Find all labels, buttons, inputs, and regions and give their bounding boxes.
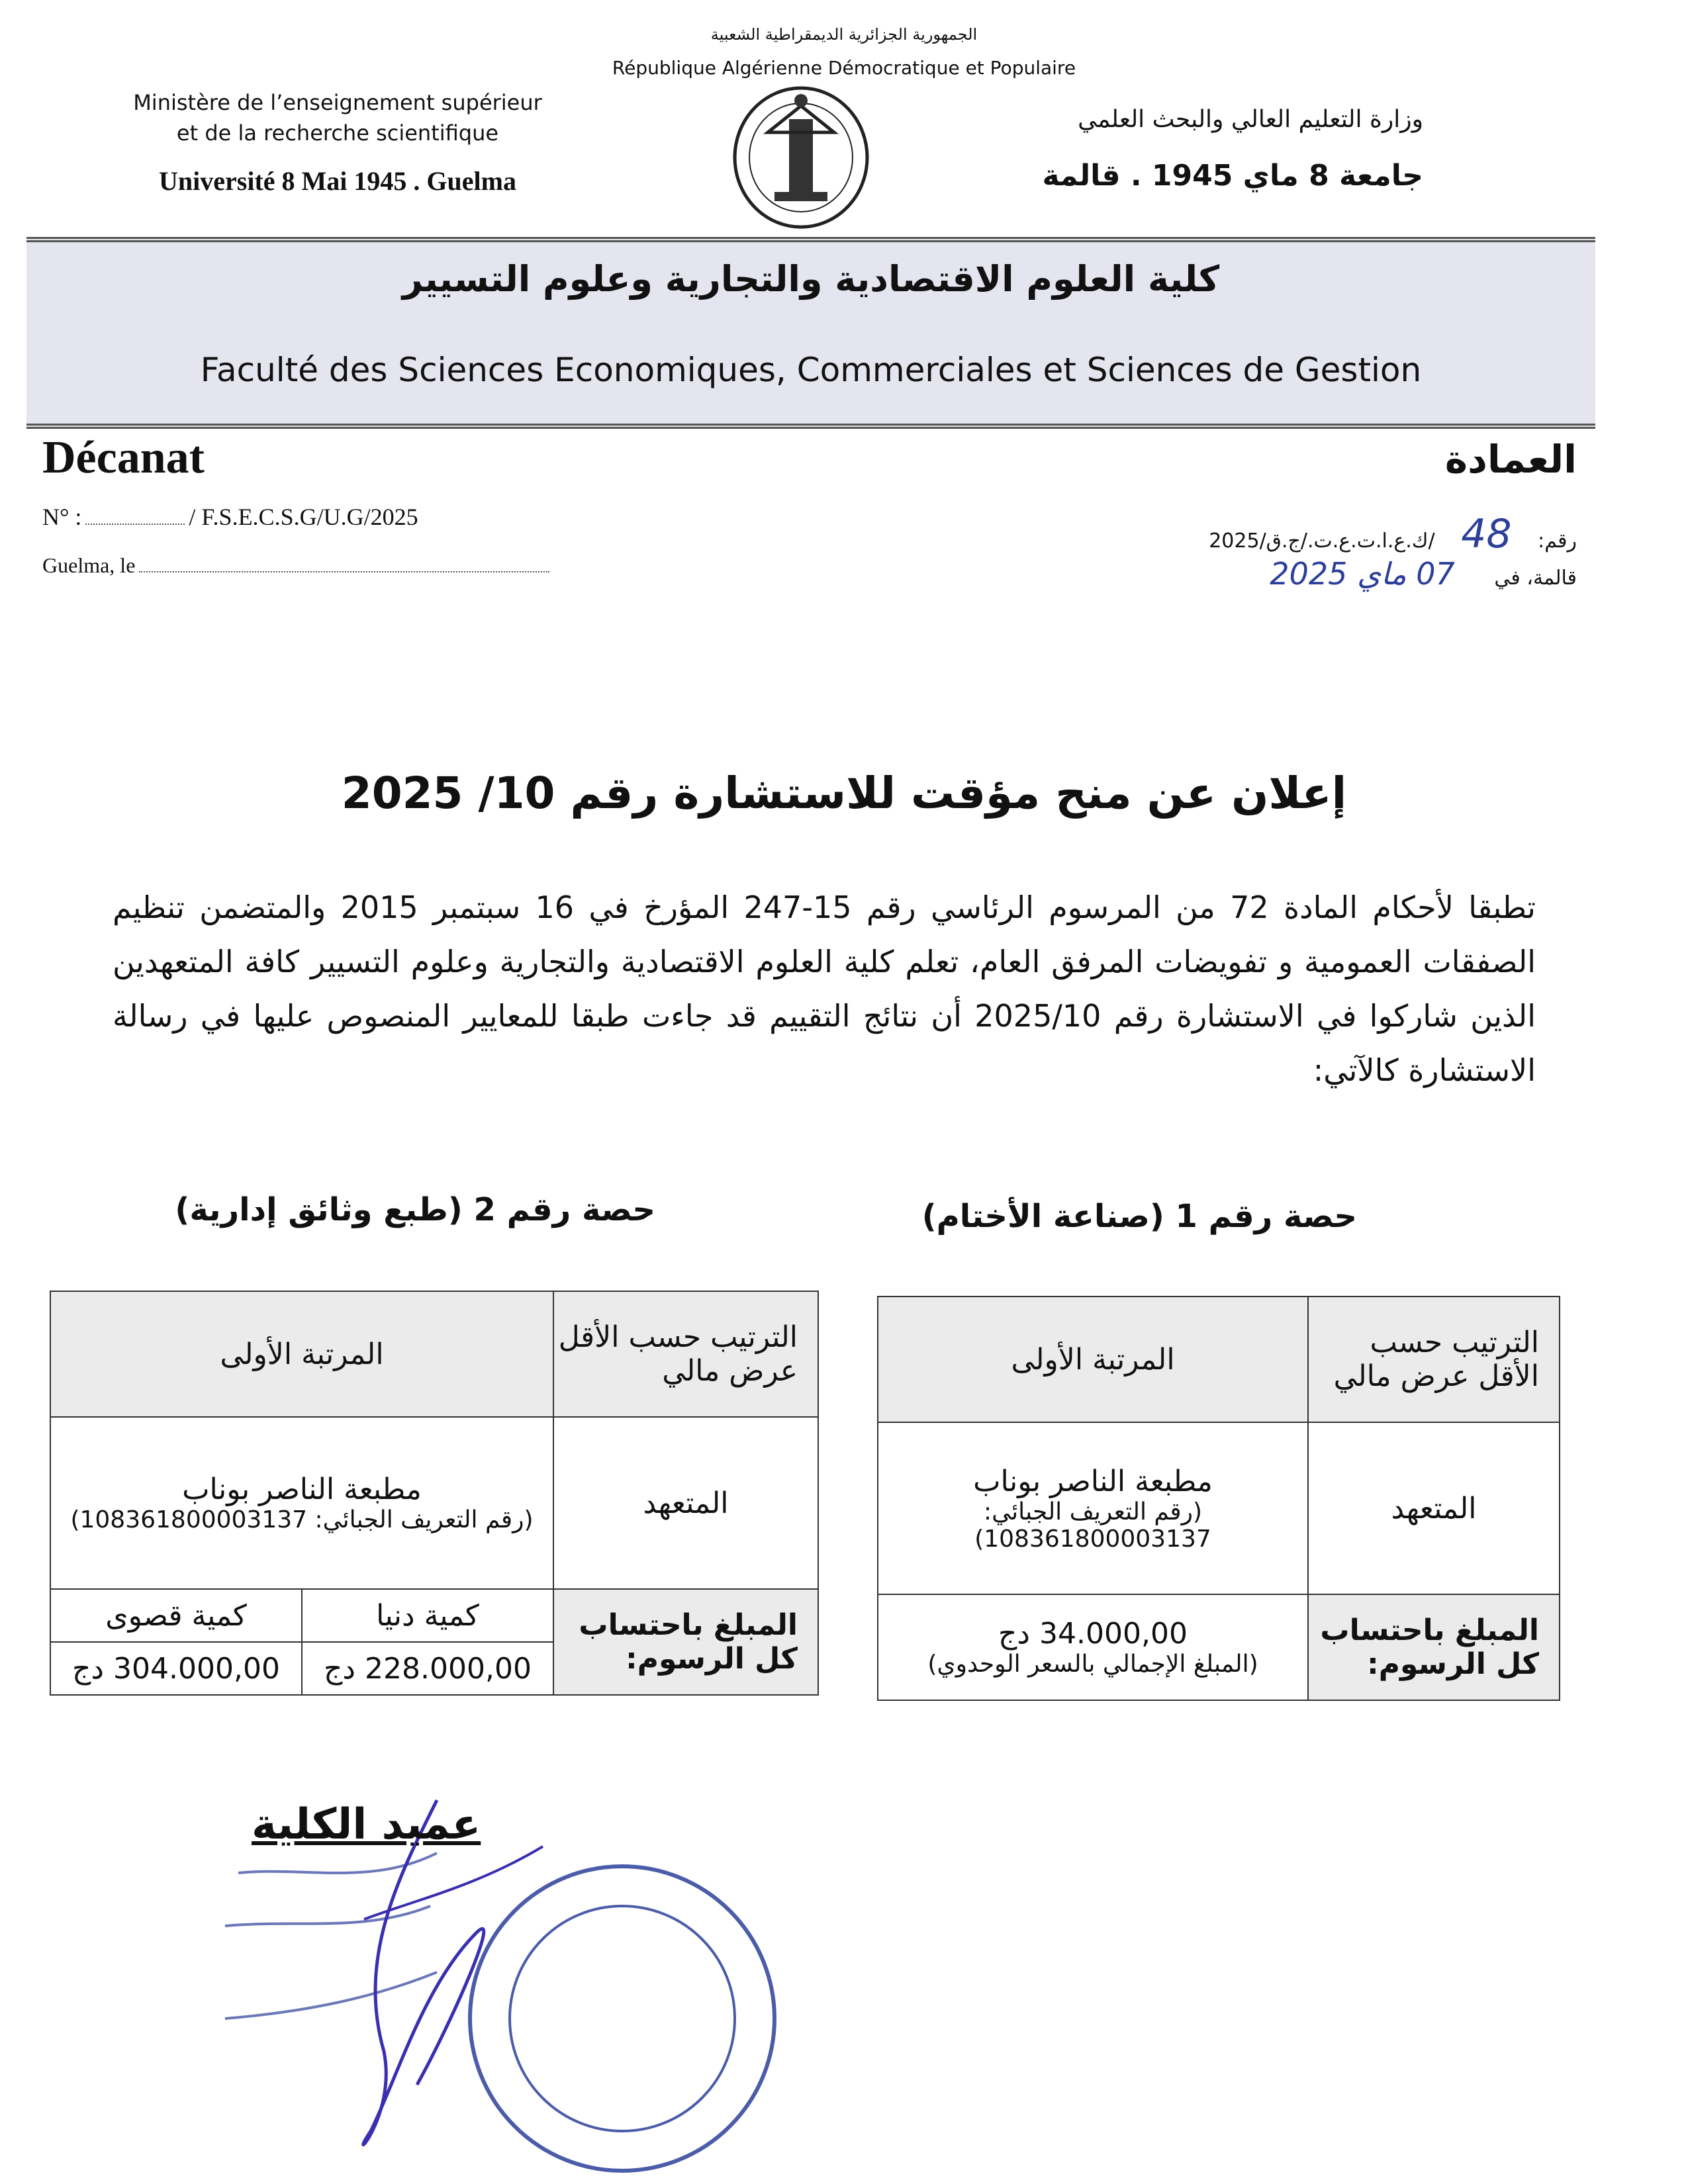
faculty-name-fr: Faculté des Sciences Economiques, Commerciales et Sciences de Gestion xyxy=(200,351,1422,389)
reference-fr xyxy=(42,503,418,531)
lot2-rank-label: الترتيب حسب الأقل عرض مالي xyxy=(553,1291,818,1417)
lot1-amount-cell xyxy=(878,1594,1308,1700)
dean-title: عميد الكلية xyxy=(252,1800,481,1849)
lot2-min-amount: 228.000,00 دج xyxy=(302,1642,553,1695)
lot1-title: حصة رقم 1 (صناعة الأختام) xyxy=(921,1198,1357,1235)
lot2-max-label: كمية قصوى xyxy=(50,1589,302,1642)
lot2-bidder-name: مطبعة الناصر بوناب xyxy=(182,1473,422,1506)
ministry-ar: وزارة التعليم العالي والبحث العلمي xyxy=(1078,106,1423,133)
place-ar-date: 07 ماي 2025 xyxy=(1270,556,1455,592)
lot2-bidder-label: المتعهد xyxy=(553,1417,818,1589)
university-logo xyxy=(728,79,874,232)
republic-ar: الجمهورية الجزائرية الديمقراطية الشعبية xyxy=(710,25,978,44)
lot2-amount-label: المبلغ باحتساب كل الرسوم: xyxy=(553,1589,818,1695)
ministry-fr-line2: et de la recherche scientifique xyxy=(176,120,499,146)
university-ar: جامعة 8 ماي 1945 . قالمة xyxy=(1042,159,1423,193)
place-date-ar xyxy=(1270,556,1577,592)
lot1-bidder-cell xyxy=(878,1422,1308,1594)
lot1-amount: 34.000,00 دج xyxy=(998,1617,1188,1651)
place-ar-label: قالمة، في xyxy=(1494,567,1577,590)
lot1-rank-value: المرتبة الأولى xyxy=(878,1297,1308,1422)
reference-fr-blank xyxy=(85,523,185,525)
lot2-table xyxy=(50,1291,819,1696)
lot2-title: حصة رقم 2 (طبع وثائق إدارية) xyxy=(175,1191,655,1228)
lot1-table xyxy=(877,1296,1560,1701)
reference-ar-number: 48 xyxy=(1461,511,1512,557)
place-fr-blank xyxy=(139,571,549,572)
announcement-body: تطبقا لأحكام المادة 72 من المرسوم الرئاسي رقم 15-247 المؤرخ في 16 سبتمبر 2015 والمتضمن تنظيم الصفقات العمومية و تفويضات المرفق العام، تعلم كلية العلوم الاقتصادية والتجارية وعلوم التسيير كافة المتعهدين الذين شاركوا في الاستشارة رقم 2025/10 أن نتائج التقييم قد جاءت طبقا للمعايير المنصوص عليها في رسالة الاستشارة كالآتي: xyxy=(113,889,1536,1088)
ministry-fr xyxy=(119,87,556,148)
place-fr-label: Guelma, le xyxy=(42,553,136,577)
faculty-name-ar: كلية العلوم الاقتصادية والتجارية وعلوم التسيير xyxy=(402,258,1220,300)
reference-ar xyxy=(1209,511,1577,557)
lot2-rank-value: المرتبة الأولى xyxy=(50,1291,553,1417)
lot1-amount-note: (المبلغ الإجمالي بالسعر الوحدوي) xyxy=(927,1651,1258,1678)
lot2-min-label: كمية دنيا xyxy=(302,1589,553,1642)
lot1-bidder-name: مطبعة الناصر بوناب xyxy=(973,1464,1213,1498)
lot2-bidder-id: (رقم التعريف الجبائي: 108361800003137) xyxy=(70,1506,534,1533)
reference-fr-prefix: N° : xyxy=(42,504,82,530)
announcement-title: إعلان عن منح مؤقت للاستشارة رقم 10/ 2025 xyxy=(341,768,1347,819)
decanat-label: Décanat xyxy=(42,432,205,483)
lot1-amount-label: المبلغ باحتساب كل الرسوم: xyxy=(1308,1594,1560,1700)
lot1-bidder-id: (رقم التعريف الجبائي: 108361800003137) xyxy=(974,1498,1211,1553)
ministry-fr-line1: Ministère de l’enseignement supérieur xyxy=(133,90,542,115)
republic-fr: République Algérienne Démocratique et Populaire xyxy=(612,57,1076,79)
lot2-max-amount: 304.000,00 دج xyxy=(50,1642,302,1695)
reference-ar-prefix: رقم: xyxy=(1538,529,1577,553)
university-fr: Université 8 Mai 1945 . Guelma xyxy=(159,166,516,196)
lot1-bidder-label: المتعهد xyxy=(1308,1422,1560,1594)
reference-ar-suffix: /ك.ع.ا.ت.ع.ت./ج.ق/2025 xyxy=(1209,529,1435,553)
lot1-rank-label: الترتيب حسب الأقل عرض مالي xyxy=(1308,1297,1560,1422)
imada-label: العمادة xyxy=(1444,437,1577,482)
reference-fr-suffix: / F.S.E.C.S.G/U.G/2025 xyxy=(189,504,418,530)
lot2-bidder-cell xyxy=(50,1417,553,1589)
place-date-fr xyxy=(42,553,549,578)
